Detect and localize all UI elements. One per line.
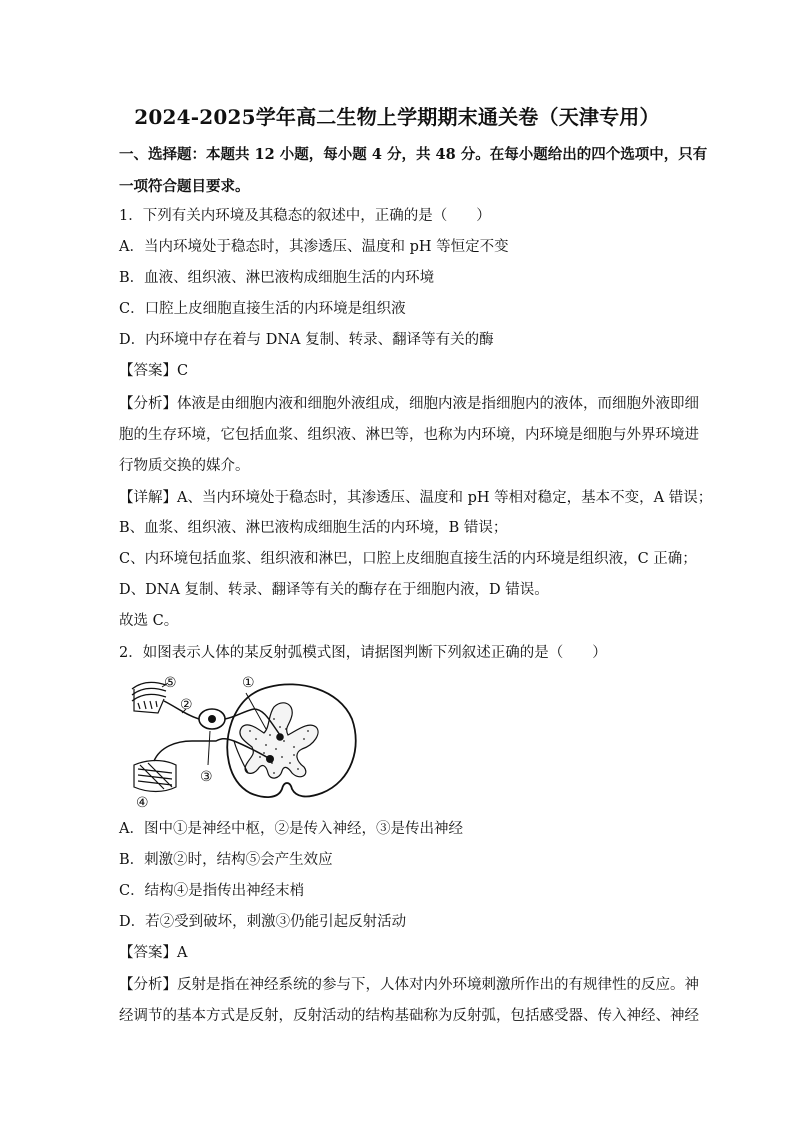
question-1-detail-line-3: C、内环境包括血浆、组织液和淋巴，口腔上皮细胞直接生活的内环境是组织液，C 正确； <box>119 551 697 567</box>
figure-label-1: ① <box>242 675 255 691</box>
question-1-detail-line-2: B、血浆、组织液、淋巴液构成细胞生活的内环境，B 错误； <box>119 520 508 536</box>
section-header-line-1: 一、选择题：本题共 12 小题，每小题 4 分，共 48 分。在每小题给出的四个选项中，只有 <box>119 146 708 163</box>
reflex-arc-diagram <box>124 669 364 809</box>
question-1-detail-line-1: 【详解】A、当内环境处于稳态时，其渗透压、温度和 pH 等相对稳定，基本不变，A 错误； <box>119 490 713 506</box>
question-1-detail-line-4: D、DNA 复制、转录、翻译等有关的酶存在于细胞内液，D 错误。 <box>119 582 549 598</box>
section-header-line-2: 一项符合题目要求。 <box>119 178 250 195</box>
question-1-option-d: D．内环境中存在着与 DNA 复制、转录、翻译等有关的酶 <box>119 332 494 348</box>
figure-label-3: ③ <box>200 769 213 785</box>
question-1-analysis-line-3: 行物质交换的媒介。 <box>119 458 250 474</box>
effector-muscle <box>134 761 176 792</box>
question-1-conclusion: 故选 C。 <box>119 613 179 629</box>
figure-label-2: ② <box>180 697 193 713</box>
question-2-stem: 2．如图表示人体的某反射弧模式图，请据图判断下列叙述正确的是（ ） <box>119 645 607 661</box>
question-1-analysis-line-2: 胞的生存环境，它包括血浆、组织液、淋巴等，也称为内环境，内环境是细胞与外界环境进 <box>119 427 699 443</box>
question-1-stem: 1．下列有关内环境及其稳态的叙述中，正确的是（ ） <box>119 208 491 224</box>
question-1-option-a: A．当内环境处于稳态时，其渗透压、温度和 pH 等恒定不变 <box>119 239 509 255</box>
question-2-option-d: D．若②受到破坏，刺激③仍能引起反射活动 <box>119 914 407 930</box>
question-1-option-c: C．口腔上皮细胞直接生活的内环境是组织液 <box>119 301 406 317</box>
figure-label-5: ⑤ <box>164 675 177 691</box>
label-leader-3 <box>208 731 210 765</box>
question-1-answer: 【答案】C <box>119 363 189 379</box>
ganglion-cell-body <box>208 715 216 723</box>
receptor-skin <box>132 682 166 713</box>
question-2-analysis-line-2: 经调节的基本方式是反射，反射活动的结构基础称为反射弧，包括感受器、传入神经、神经 <box>119 1008 699 1024</box>
question-1-analysis-line-1: 【分析】体液是由细胞内液和细胞外液组成，细胞内液是指细胞内的液体，而细胞外液即细 <box>119 396 699 412</box>
question-1-option-b: B．血液、组织液、淋巴液构成细胞生活的内环境 <box>119 270 435 286</box>
question-2-option-a: A．图中①是神经中枢，②是传入神经，③是传出神经 <box>119 821 463 837</box>
question-2-option-b: B．刺激②时，结构⑤会产生效应 <box>119 852 333 868</box>
question-2-option-c: C．结构④是指传出神经末梢 <box>119 883 305 899</box>
question-2-answer: 【答案】A <box>119 945 188 961</box>
document-title: 2024-2025学年高二生物上学期期末通关卷（天津专用） <box>134 105 660 129</box>
reflex-arc-figure <box>124 669 364 809</box>
figure-label-4: ④ <box>136 795 149 809</box>
question-2-analysis-line-1: 【分析】反射是指在神经系统的参与下，人体对内外环境刺激所作出的有规律性的反应。神 <box>119 977 699 993</box>
